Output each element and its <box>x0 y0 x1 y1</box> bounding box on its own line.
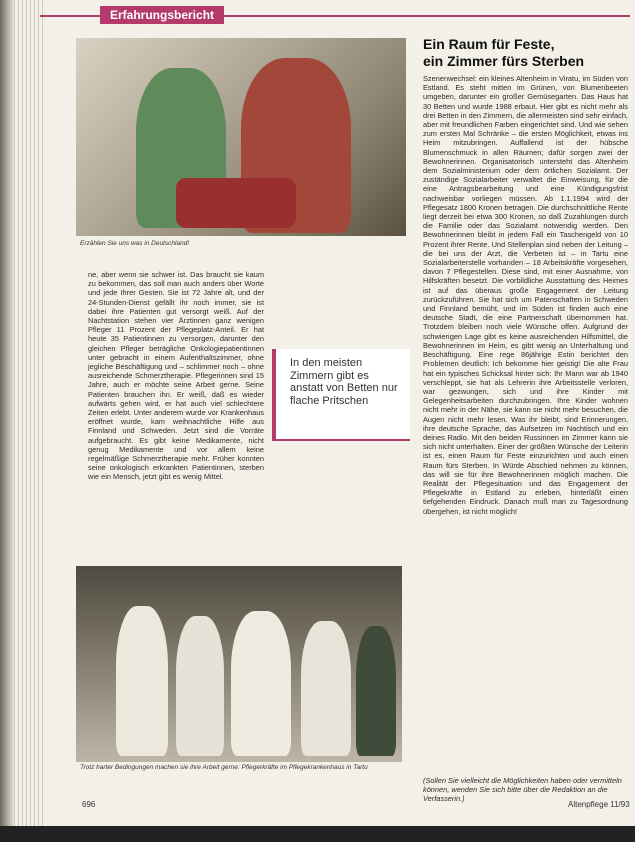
staff-member <box>116 606 168 756</box>
right-column-paragraph: Szenenwechsel: ein kleines Altenheim in Viratu, im Süden von Estland. Es steht mitten im Grünen, von Blumenbeeten umgeben, darunter ein großer Gemüsegarten. Das Haus hat 30 Betten und wurde 1988 erbaut. Hier gibt es nicht mehr als drei Betten in den Zimmern, die allermeisten sind sehr einfach, aber mit freundlichen Farben eingerichtet sind. Und wie sehen zum ersten Mal Schränke – die ersten Möglichkeit, etwas ins Heim mitzubringen. Auffallend ist der hübsche Blumenschmuck in allen Räumen; dafür sorgen zwei der Bewohnerinnen. Organisatorisch untersteht das Altenheim dem Sozialministerium oder dem örtlichen Sozialamt. Der zuständige Sozialarbeiter verwaltet die Einweisung, für die eine Antragsbearbeitung und eine Kündigungsfrist nachweisbar vorliegen müssen. Ab 1.1.1994 wird der Pflegesatz 1800 Kronen betragen. Die durchschnittliche Rente liegt derzeit bei etwa 300 Kronen, so daß Zuzahlungen durch die Familie oder das Sozialamt notwendig werden. Den Bewohnerinnen bleibt in jedem Fall ein Taschengeld von 10 Prozent ihrer Rente. Und Stellenplan sind neben der Leitung – die bei uns der Arzt, die Verbeten ist – in Tartu eine Sozialarbeiterstelle vorhanden – 18 Arbeitskräfte vorgesehen, davon 7 Pflegestellen. Diese sind, mit einer Ausnahme, von Hilfskräften besetzt. Die vorbildliche Ausstattung des Heimes ist auf das überaus große Engagement der Leitung zurückzuführen. Sie hat sich um Patenschaften in Schweden und Finnland bemüht, und im Süden ist finden auch eine deutsche Stadt, die eine Partnerschaft übernommen hat. Trotzdem bleiben noch viele Wünsche offen. Aufgrund der schwierigen Lage gibt es keine ausreichenden Hilfsmittel, die Bewohnerinnen im Heim, es gibt wenig an Unterhaltung und Beschäftigung. Eine rege 86jährige Estin berichtet den Problemen deutlich: Ich bekomme hier geistig! Die alte Frau hat ein typisches Schicksal hinter sich: Ihr Mann war ab 1940 verschleppt, sie hat als Lehrerin ihre Arbeitsstelle verloren, war gezwungen, sich und ihre Kinder mit Gelegenheitsarbeiten durchzubringen. Ihre Kinder wohnen nicht mehr in der Nähe, sie kann sie nicht mehr besuchen, die Augen nicht mehr lesen. Was ihr bleibt, sind Erinnerungen, ihre deutsche Sprache, das Aufsetzen im Nachtisch und ein deines Radio. Mit den beiden Russinnen im Zimmer kann sie sich nicht unterhalten. Einer der größten Wünsche der Leiterin ist es, einen Raum für Feste einzurichten und auch einen Raum fürs Sterben. In Würde Abschied nehmen zu können, das will sie für ihre Bewohnerinnen möglich machen. Die Realität der Pflegesituation und das Engagement der Pflegekräfte in Estland zu erleben, hinterläßt einen tiefgehenden Eindruck. Danach muß man zu Tagesordnung übergehen, ist nicht möglich! <box>423 74 628 516</box>
book-spine <box>0 0 14 842</box>
left-column-text <box>88 270 264 560</box>
pull-quote-text: In den meisten Zimmern gibt es anstatt von Betten nur flache Pritschen <box>290 357 398 407</box>
section-label: Erfahrungsbericht <box>100 6 224 24</box>
staff-member <box>301 621 351 756</box>
staff-member <box>176 616 224 756</box>
blanket <box>176 178 296 228</box>
page-edges <box>14 0 44 842</box>
left-column-paragraph: ne, aber wenn sie schwer ist. Das braucht sie kaum zu bekommen, das soll man auch anders über Worte und jede Ihrer Gesten. Sie ist 72 Jahre alt, und der 24-Stunden-Dienst gefällt ihr noch immer, sie ist dabei ihre Patienten gut versorgt weiß. Auf der Nachtstation stehen vier Ärztinnen ganz wenigen Pfleger 11 Prozent der Pflegeplatz-Anteil. Er hat heute 35 Patientinnen zu versorgen, darunter den gleichen Pfleger beträgliche Onkologiepatientinnen unter gebracht in einem Aufenthaltszimmer, ohne jegliche Beschäftigung und – schlimmer noch – ohne ausreichende Schmerztherapie. Pflegerinnen sind 15 Jahre, auch er möchte seine Arbeit gerne. Seine Patienten brauchen ihn. Er weiß, daß es wieder aufwärts gehen wird, er hat auch viel schlechtere Zeiten erlebt. Unter anderem wurde vor Krankenhaus eröffnet wurde, kam weihnachtliche Hilfe aus Finnland und Schweden. Jetzt sind die Vorräte aufgebraucht. Es gibt keine Medikamente, nicht genug Medikamente und vor allem keine regelmäßige Schmerztherapie mehr. Früher konnten seine onkologisch erkrankten Patientinnen, sterben wie ein Mensch, jetzt gibt es wenig Mittel. <box>88 270 264 482</box>
photo-nurse-and-patient <box>76 38 406 236</box>
photo2-caption: Trotz harter Bedingungen machen sie ihre Arbeit gerne: Pflegerkräfte im Pflegekrankenhaus in Tartu <box>80 764 368 771</box>
page-number-left: 696 <box>82 800 96 809</box>
article-title-line1: Ein Raum für Feste, <box>423 36 555 52</box>
page-number-right: Altenpflege 11/93 <box>568 800 630 809</box>
right-column-text <box>423 74 628 772</box>
article-title <box>423 36 633 70</box>
article-title-line2: ein Zimmer fürs Sterben <box>423 53 585 69</box>
photo-nursing-staff <box>76 566 402 762</box>
pull-quote <box>272 349 410 441</box>
staff-member <box>231 611 291 756</box>
staff-member <box>356 626 396 756</box>
closing-note: (Sollen Sie vielleicht die Möglichkeiten haben oder vermitteln können, wenden Sie sich bitte über die Redaktion an die Verfasserin.) <box>423 776 622 804</box>
photo1-caption: Erzählen Sie uns was in Deutschland! <box>80 240 190 247</box>
bottom-shadow <box>0 826 635 842</box>
